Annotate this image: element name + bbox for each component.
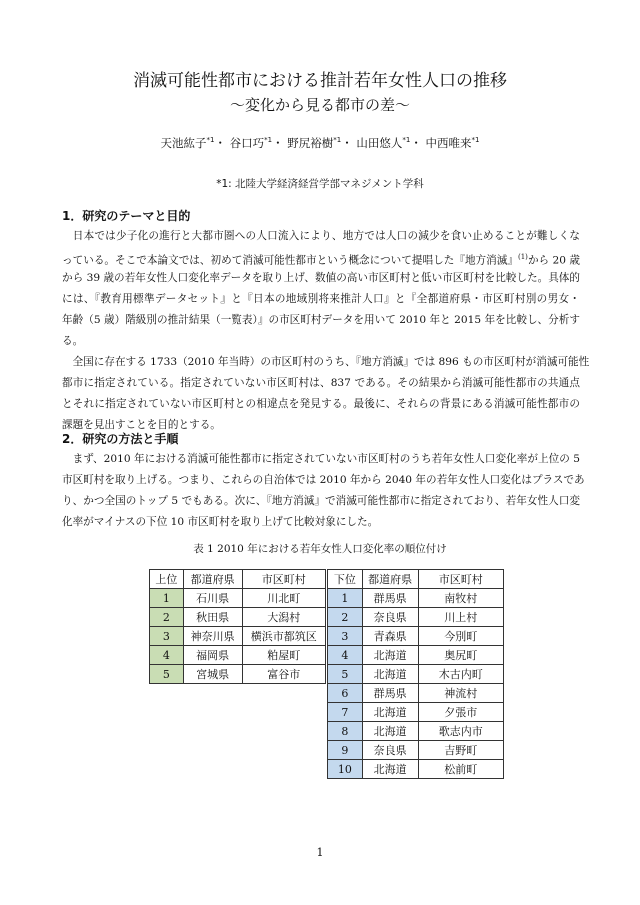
municipality-cell: 富谷市 <box>242 665 326 684</box>
municipality-cell: 松前町 <box>418 760 503 779</box>
table-row <box>328 646 504 665</box>
table-row <box>328 665 504 684</box>
table-header-row <box>328 570 504 589</box>
separator: ・ <box>410 136 422 150</box>
text-line: り、かつ全国のトップ 5 でもある。次に、『地方消滅』で消滅可能性都市に指定されており、若年女性人口変 <box>62 495 580 507</box>
rank-cell: 1 <box>328 589 363 608</box>
separator: ・ <box>214 136 226 150</box>
prefecture-cell: 北海道 <box>362 760 418 779</box>
author-list <box>0 135 640 151</box>
rank-cell: 2 <box>328 608 363 627</box>
prefecture-cell: 宮城県 <box>183 665 242 684</box>
table-row <box>150 608 326 627</box>
table-row <box>328 760 504 779</box>
rank-cell: 5 <box>328 665 363 684</box>
text-line: 日本では少子化の進行と大都市圏への人口流入により、地方では人口の減少を食い止めることが難しくな <box>62 230 580 242</box>
author: 谷口巧 <box>229 136 265 150</box>
table-row <box>328 722 504 741</box>
municipality-cell: 大潟村 <box>242 608 326 627</box>
table-row <box>328 703 504 722</box>
rank-cell: 8 <box>328 722 363 741</box>
text-line: 市区町村を取り上げる。つまり、これらの自治体では 2010 年から 2040 年の若年女性人口変化はプラスであ <box>62 474 585 486</box>
author: 野尻裕樹 <box>287 136 334 150</box>
text-line <box>62 247 580 268</box>
paper-subtitle: ～変化から見る都市の差～ <box>229 96 410 114</box>
prefecture-cell: 福岡県 <box>183 646 242 665</box>
rank-cell: 7 <box>328 703 363 722</box>
table-caption: 表 1 2010 年における若年女性人口変化率の順位付け <box>193 543 447 555</box>
prefecture-cell: 青森県 <box>362 627 418 646</box>
rank-cell: 4 <box>150 646 184 665</box>
table-row <box>328 608 504 627</box>
affiliation-mark: *1 <box>206 136 215 145</box>
prefecture-cell: 神奈川県 <box>183 627 242 646</box>
prefecture-cell: 群馬県 <box>362 589 418 608</box>
section-1-heading: 1．研究のテーマと目的 <box>62 209 191 223</box>
rank-cell: 9 <box>328 741 363 760</box>
prefecture-cell: 奈良県 <box>362 741 418 760</box>
prefecture-cell: 北海道 <box>362 646 418 665</box>
prefecture-cell: 北海道 <box>362 722 418 741</box>
municipality-cell: 歌志内市 <box>418 722 503 741</box>
header-cell: 都道府県 <box>362 570 418 589</box>
author: 中西唯来 <box>425 136 472 150</box>
text-line: 都市に指定されている。指定されていない市区町村は、837 である。その結果から消滅可能性都市の共通点 <box>62 377 580 389</box>
rank-cell: 2 <box>150 608 184 627</box>
table-row <box>328 627 504 646</box>
municipality-cell: 川上村 <box>418 608 503 627</box>
affiliation-mark: *1 <box>333 136 342 145</box>
prefecture-cell: 秋田県 <box>183 608 242 627</box>
rank-cell: 6 <box>328 684 363 703</box>
text-line: 年齢（5 歳）階級別の推計結果（一覧表）』の市区町村データを用いて 2010 年と 2015 年を比較し、分析す <box>62 314 580 326</box>
rank-cell: 1 <box>150 589 184 608</box>
prefecture-cell: 群馬県 <box>362 684 418 703</box>
municipality-cell: 横浜市都筑区 <box>242 627 326 646</box>
prefecture-cell: 奈良県 <box>362 608 418 627</box>
municipality-cell: 粕屋町 <box>242 646 326 665</box>
prefecture-cell: 北海道 <box>362 665 418 684</box>
text-segment: から 20 歳 <box>527 254 580 267</box>
separator: ・ <box>272 136 284 150</box>
prefecture-cell: 石川県 <box>183 589 242 608</box>
header-cell: 市区町村 <box>242 570 326 589</box>
municipality-cell: 吉野町 <box>418 741 503 760</box>
author: 天池紘子 <box>160 136 207 150</box>
text-line: 課題を見出すことを目的とする。 <box>62 419 221 431</box>
table-header-row <box>150 570 326 589</box>
table-row <box>150 589 326 608</box>
text-line: 全国に存在する 1733（2010 年当時）の市区町村のうち、『地方消滅』では 896 もの市区町村が消滅可能性 <box>62 356 590 368</box>
municipality-cell: 今別町 <box>418 627 503 646</box>
header-cell: 下位 <box>328 570 363 589</box>
section-2-paragraph-1 <box>62 449 585 533</box>
header-cell: 市区町村 <box>418 570 503 589</box>
paper-title: 消滅可能性都市における推計若年女性人口の推移 <box>133 71 507 91</box>
section-1-paragraph-1 <box>62 226 580 352</box>
municipality-cell: 南牧村 <box>418 589 503 608</box>
section-2-heading: 2．研究の方法と手順 <box>62 432 179 446</box>
header-cell: 都道府県 <box>183 570 242 589</box>
municipality-cell: 川北町 <box>242 589 326 608</box>
municipality-cell: 木古内町 <box>418 665 503 684</box>
text-line: とそれに指定されていない市区町村との相違点を発見する。最後に、それらの背景にある消滅可能性都市の <box>62 398 580 410</box>
footnote-ref: (1) <box>518 253 528 261</box>
section-1-paragraph-2 <box>62 352 590 436</box>
text-line: る。 <box>62 335 84 347</box>
text-line: まず、2010 年における消滅可能性都市に指定されていない市区町村のうち若年女性人口変化率が上位の 5 <box>62 453 580 465</box>
affiliation-mark: *1 <box>264 136 273 145</box>
prefecture-cell: 北海道 <box>362 703 418 722</box>
rank-cell: 3 <box>150 627 184 646</box>
separator: ・ <box>341 136 353 150</box>
rank-cell: 10 <box>328 760 363 779</box>
author: 山田悠人 <box>356 136 403 150</box>
affiliation-mark: *1 <box>402 136 411 145</box>
bottom-ranking-table <box>327 569 504 779</box>
header-cell: 上位 <box>150 570 184 589</box>
affiliation-mark: *1 <box>471 136 480 145</box>
affiliation: *1: 北陸大学経済経営学部マネジメント学科 <box>216 178 424 190</box>
table-row <box>150 646 326 665</box>
top-ranking-table <box>149 569 326 684</box>
table-row <box>328 589 504 608</box>
rank-cell: 5 <box>150 665 184 684</box>
table-row <box>150 665 326 684</box>
table-row <box>150 627 326 646</box>
municipality-cell: 夕張市 <box>418 703 503 722</box>
municipality-cell: 神流村 <box>418 684 503 703</box>
table-row <box>328 741 504 760</box>
table-row <box>328 684 504 703</box>
rank-cell: 4 <box>328 646 363 665</box>
text-segment: っている。そこで本論文では、初めて消滅可能性都市という概念について提唱した『地方消滅』 <box>62 254 518 267</box>
text-line: には、『教育用標準データセット』と『日本の地域別将来推計人口』と『全都道府県・市区町村別の男女・ <box>62 293 580 305</box>
text-line: から 39 歳の若年女性人口変化率データを取り上げ、数値の高い市区町村と低い市区町村を比較した。具体的 <box>62 272 580 284</box>
rank-cell: 3 <box>328 627 363 646</box>
page-number: 1 <box>316 846 324 859</box>
text-line: 化率がマイナスの下位 10 市区町村を取り上げて比較対象にした。 <box>62 516 379 528</box>
municipality-cell: 奥尻町 <box>418 646 503 665</box>
